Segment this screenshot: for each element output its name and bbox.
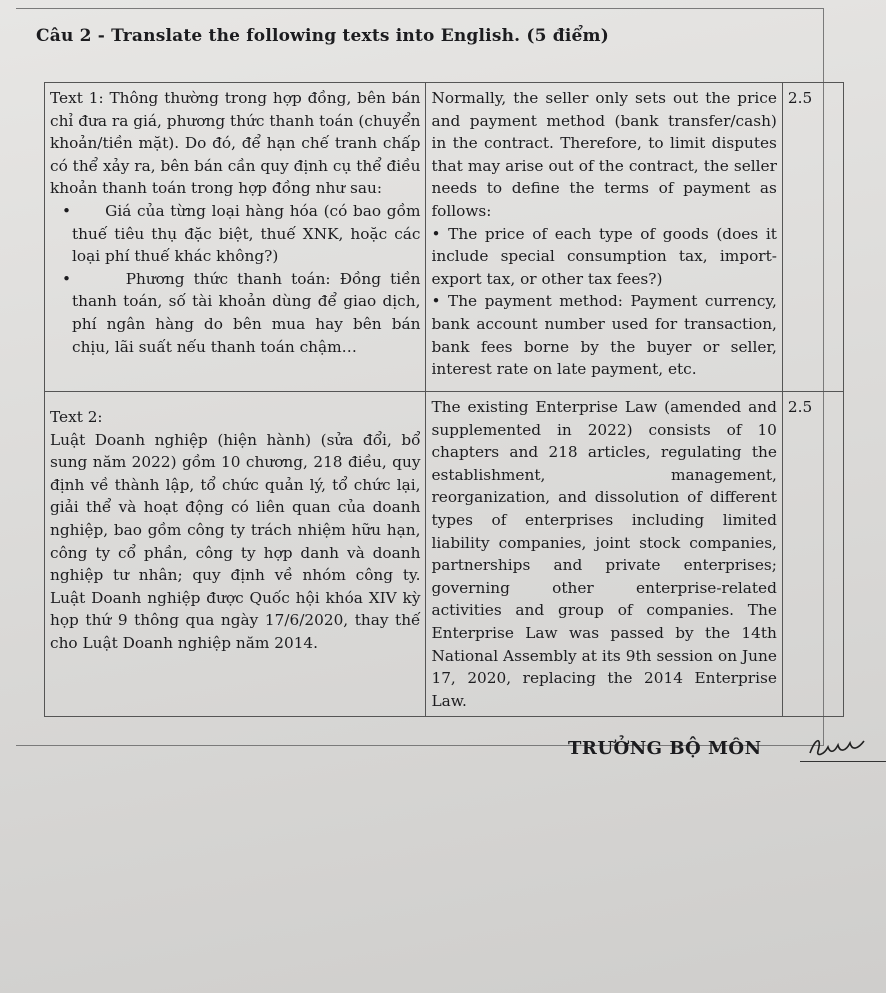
text2-label: Text 2: [50, 408, 103, 426]
table-row-text2 [45, 392, 844, 717]
signature-icon [806, 731, 876, 765]
text2-body: Luật Doanh nghiệp (hiện hành) (sửa đổi, bổ sung năm 2022) gồm 10 chương, 218 điều, quy định về thành lập, tổ chức quản lý, tổ chức lại, giải thể và hoạt động có liên quan của doanh nghiệp, bao gồm công ty trách nhiệm hữu hạn, công ty cổ phần, công ty hợp danh và doanh nghiệp tư nhân; quy định về nhóm công ty. Luật Doanh nghiệp được Quốc hội khóa XIV kỳ họp thứ 9 thông qua ngày 17/6/2020, thay thế cho Luật Doanh nghiệp năm 2014. [50, 430, 421, 652]
translation1-intro: Normally, the seller only sets out the price and payment method (bank transfer/cash) in the contract. Therefore, to limit disputes that may arise out of the contract, the seller needs to define the terms of payment as follows: [431, 89, 777, 220]
source-text-2 [45, 392, 426, 717]
text1-bullet-1: Giá của từng loại hàng hóa (có bao gồm thuế tiêu thụ đặc biệt, thuế XNK, hoặc các loại phí thuế khác không?) [72, 201, 421, 266]
text1-bullet-2: Phương thức thanh toán: Đồng tiền thanh toán, số tài khoản dùng để giao dịch, phí ngân hàng do bên mua hay bên bán chịu, lãi suất nếu thanh toán chậm… [72, 269, 421, 356]
translation-text-1 [426, 83, 782, 392]
question-title: Câu 2 - Translate the following texts into English. (5 điểm) [36, 26, 609, 46]
translation-text-2: The existing Enterprise Law (amended and supplemented in 2022) consists of 10 chapters and 218 articles, regulating the establishment, management, reorganization, and dissolution of different types of enterprises including limited liability companies, joint stock companies, partnerships and private enterprises; governing other enterprise-related activities and group of companies. The Enterprise Law was passed by the 14th National Assembly at its 9th session on June 17, 2020, replacing the 2014 Enterprise Law. [426, 392, 782, 717]
translation1-bullet-2: • The payment method: Payment currency, bank account number used for transaction, bank fees borne by the buyer or seller, interest rate on late payment, etc. [431, 292, 777, 379]
text1-intro: : Thông thường trong hợp đồng, bên bán chỉ đưa ra giá, phương thức thanh toán (chuyển khoản/tiền mặt). Do đó, để hạn chế tranh chấp có thể xảy ra, bên bán cần quy định cụ thể điều khoản thanh toán trong hợp đồng như sau: [50, 89, 421, 198]
table-row-text1 [45, 83, 844, 392]
translation-table [44, 82, 844, 717]
bullet-dot-icon: • [62, 269, 126, 288]
bullet-dot-icon: • [62, 201, 106, 220]
points-text-1: 2.5 [782, 83, 843, 392]
source-text-1 [45, 83, 426, 392]
signature-line [800, 761, 886, 762]
signer-title: TRƯỞNG BỘ MÔN [568, 738, 762, 759]
points-text-2: 2.5 [782, 392, 843, 717]
translation1-bullet-1: • The price of each type of goods (does it include special consumption tax, import-export tax, or other tax fees?) [431, 224, 777, 288]
text1-label: Text 1 [50, 89, 99, 107]
